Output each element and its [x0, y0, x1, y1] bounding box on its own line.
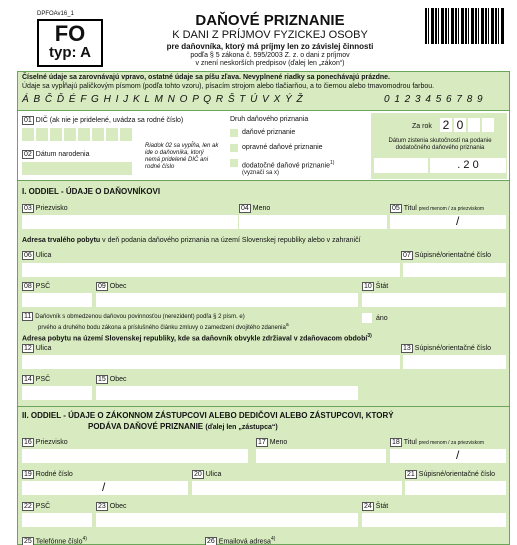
- field-08-label: 08 PSČ: [24, 283, 51, 290]
- field-10-number: 10: [364, 283, 372, 290]
- instructions-line2: Údaje sa vypĺňajú paličkovým písmom (podľa tohto vzoru), písacím strojom alebo tlačiarňou, a to čiernou alebo tmavomodrou farbou.: [22, 83, 435, 90]
- rep-birth-number-slash: /: [102, 480, 106, 494]
- rep-first-name-input[interactable]: [256, 449, 386, 463]
- return-type-3-label: dodatočné daňové priznanie$^{1)}$: [242, 160, 335, 170]
- tax-form: [17, 71, 510, 545]
- postal-code-input[interactable]: [22, 293, 92, 307]
- field-20-label: 20 Ulica: [194, 471, 222, 478]
- field-15-label: 15 Obec: [98, 376, 127, 383]
- field-18-number: 18: [392, 439, 400, 446]
- year-digit-3-input[interactable]: [468, 118, 480, 132]
- field-17-number: 17: [258, 439, 266, 446]
- discovery-date-label: Dátum zistenia skutočností na podanie dodatočného daňového priznania: [388, 138, 492, 151]
- section-divider: [18, 406, 509, 407]
- field-07-number: 07: [403, 252, 411, 259]
- section-2-title-line2: PODÁVA DAŇOVÉ PRIZNANIE (ďalej len „zástupca“): [88, 422, 278, 431]
- fo-label: FO: [54, 21, 86, 46]
- year-digit-2: 0: [454, 118, 466, 132]
- temp-postal-code-input[interactable]: [22, 386, 92, 400]
- field-05-label: 05 Titul pred menom / za priezviskom: [392, 205, 485, 212]
- field-10-label: 10 Štát: [364, 283, 389, 290]
- field-06-number: 06: [24, 252, 32, 259]
- field-11-label: 11 Daňovník s obmedzenou daňovou povinnosťou (nerezident) podľa § 2 písm. e): [24, 313, 245, 320]
- return-type-1-label: daňové priznanie: [242, 129, 296, 136]
- barcode-image: [425, 8, 505, 44]
- field-18-label: 18 Titul pred menom / za priezviskom: [392, 439, 485, 446]
- field-19-number: 19: [24, 471, 32, 478]
- field-22-label: 22 PSČ: [24, 503, 51, 510]
- field-02-note: Riadok 02 sa vypĺňa, len ak ide o daňovníka, ktorý nemá pridelené DIČ ani rodné číslo: [145, 143, 219, 170]
- discovery-date-year: . 2 0: [430, 158, 506, 173]
- field-08-number: 08: [24, 283, 32, 290]
- year-label: Za rok: [412, 123, 432, 130]
- rep-country-input[interactable]: [362, 513, 506, 527]
- form-code: DPFOAv16_1: [37, 11, 74, 17]
- field-15-number: 15: [98, 376, 106, 383]
- temp-house-number-input[interactable]: [403, 355, 506, 369]
- return-type-3-checkbox[interactable]: [230, 159, 238, 167]
- field-21-number: 21: [407, 471, 415, 478]
- field-02-number: 02: [24, 151, 32, 158]
- return-type-1-checkbox[interactable]: [230, 129, 238, 137]
- year-digit-1: 2: [440, 118, 452, 132]
- discovery-date-day-input[interactable]: [374, 158, 428, 173]
- birth-date-input[interactable]: [22, 162, 132, 175]
- field-25-label: 25 Telefónne číslo$^{4)}$: [24, 536, 87, 545]
- field-19-label: 19 Rodné číslo: [24, 471, 73, 478]
- form-heading: [140, 12, 400, 68]
- dic-input[interactable]: [22, 128, 132, 141]
- field-26-label: 26 Emailová adresa$^{4)}$: [207, 536, 276, 545]
- field-04-label: 04 Meno: [241, 205, 271, 212]
- field-16-number: 16: [24, 439, 32, 446]
- form-line3: pre daňovníka, ktorý má príjmy len zo závislej činnosti: [166, 42, 374, 51]
- field-16-label: 16 Priezvisko: [24, 439, 68, 446]
- field-03-label: 03 Priezvisko: [24, 205, 68, 212]
- field-23-number: 23: [98, 503, 106, 510]
- instructions-line1: Číselné údaje sa zarovnávajú vpravo, ostatné údaje sa píšu zľava. Nevyplnené riadky sa ponechávajú prázdne.: [22, 74, 391, 81]
- rep-surname-input[interactable]: [22, 449, 248, 463]
- field-01-number: 01: [24, 117, 32, 124]
- section-2-title: II. ODDIEL - ÚDAJE O ZÁKONNOM ZÁSTUPCOVI ALEBO DEDIČOVI ALEBO ZÁSTUPCOVI, KTORÝ: [22, 411, 394, 420]
- field-01-label: 01 DIČ (ak nie je pridelené, uvádza sa rodné číslo): [24, 117, 184, 124]
- title-input[interactable]: [390, 215, 506, 229]
- fo-type-box: [37, 19, 103, 67]
- return-type-2-checkbox[interactable]: [230, 144, 238, 152]
- field-13-number: 13: [403, 345, 411, 352]
- field-25-number: 25: [24, 538, 32, 545]
- temporary-address-title: Adresa pobytu na území Slovenskej republiky, kde sa daňovník obvykle zdržiaval v zdaňovacom období$^{3)}$: [22, 333, 372, 343]
- form-subtitle: K DANI Z PRÍJMOV FYZICKEJ OSOBY: [172, 29, 368, 41]
- field-21-label: 21 Súpisné/orientačné číslo: [407, 471, 496, 478]
- temp-street-input[interactable]: [22, 355, 400, 369]
- field-12-label: 12 Ulica: [24, 345, 52, 352]
- rep-title-slash: /: [456, 448, 460, 462]
- taxpayer-id-block: [18, 110, 509, 181]
- section-1-title: I. ODDIEL - ÚDAJE O DAŇOVNÍKOVI: [22, 187, 161, 196]
- house-number-input[interactable]: [403, 263, 506, 277]
- field-22-number: 22: [24, 503, 32, 510]
- field-07-label: 07 Súpisné/orientačné číslo: [403, 252, 492, 259]
- field-14-label: 14 PSČ: [24, 376, 51, 383]
- rep-street-input[interactable]: [192, 481, 402, 495]
- field-26-number: 26: [207, 538, 215, 545]
- fo-type-label: typ: A: [49, 44, 91, 61]
- form-line4: podľa § 5 zákona č. 595/2003 Z. z. o dani z príjmov: [190, 52, 350, 59]
- return-type-2-label: opravné daňové priznanie: [242, 144, 323, 151]
- nonresident-checkbox[interactable]: [362, 313, 372, 323]
- field-12-number: 12: [24, 345, 32, 352]
- form-title: DAŇOVÉ PRIZNANIE: [195, 12, 345, 29]
- alphabet-sample: Á B Č Ď É F G H I J K L M N O P Q R Š T Ú V X Ý Ž: [22, 94, 304, 105]
- nonresident-yes-label: áno: [376, 315, 388, 322]
- return-type-note: (vyznačí sa x): [242, 170, 280, 176]
- field-13-label: 13 Súpisné/orientačné číslo: [403, 345, 492, 352]
- rep-house-number-input[interactable]: [405, 481, 506, 495]
- rep-city-input[interactable]: [96, 513, 358, 527]
- field-14-number: 14: [24, 376, 32, 383]
- field-05-number: 05: [392, 205, 400, 212]
- field-09-number: 09: [98, 283, 106, 290]
- field-06-label: 06 Ulica: [24, 252, 52, 259]
- surname-input[interactable]: [22, 215, 238, 229]
- field-24-number: 24: [364, 503, 372, 510]
- rep-title-input[interactable]: [390, 449, 506, 463]
- first-name-input[interactable]: [239, 215, 387, 229]
- temp-city-input[interactable]: [96, 386, 358, 400]
- permanent-address-title: Adresa trvalého pobytu v deň podania daňového priznania na území Slovenskej republiky alebo v zahraničí: [22, 237, 361, 244]
- form-line5: v znení neskorších predpisov (ďalej len „zákon“): [195, 60, 345, 67]
- title-slash: /: [456, 214, 460, 228]
- field-02-label: 02 Dátum narodenia: [24, 151, 90, 158]
- field-20-number: 20: [194, 471, 202, 478]
- city-input[interactable]: [96, 293, 358, 307]
- field-11-label-line2: prvého a druhého bodu zákona a príslušného článku zmluvy o zamedzení dvojitého zdanenia$^a$: [38, 322, 289, 331]
- rep-postal-code-input[interactable]: [22, 513, 92, 527]
- country-input[interactable]: [362, 293, 506, 307]
- field-24-label: 24 Štát: [364, 503, 389, 510]
- field-11-number: 11: [24, 313, 32, 320]
- return-type-title: Druh daňového priznania: [230, 116, 309, 123]
- digits-sample: 0 1 2 3 4 5 6 7 8 9: [384, 94, 484, 105]
- field-03-number: 03: [24, 205, 32, 212]
- field-09-label: 09 Obec: [98, 283, 127, 290]
- field-17-label: 17 Meno: [258, 439, 288, 446]
- street-input[interactable]: [22, 263, 400, 277]
- field-23-label: 23 Obec: [98, 503, 127, 510]
- field-04-number: 04: [241, 205, 249, 212]
- year-digit-4-input[interactable]: [482, 118, 494, 132]
